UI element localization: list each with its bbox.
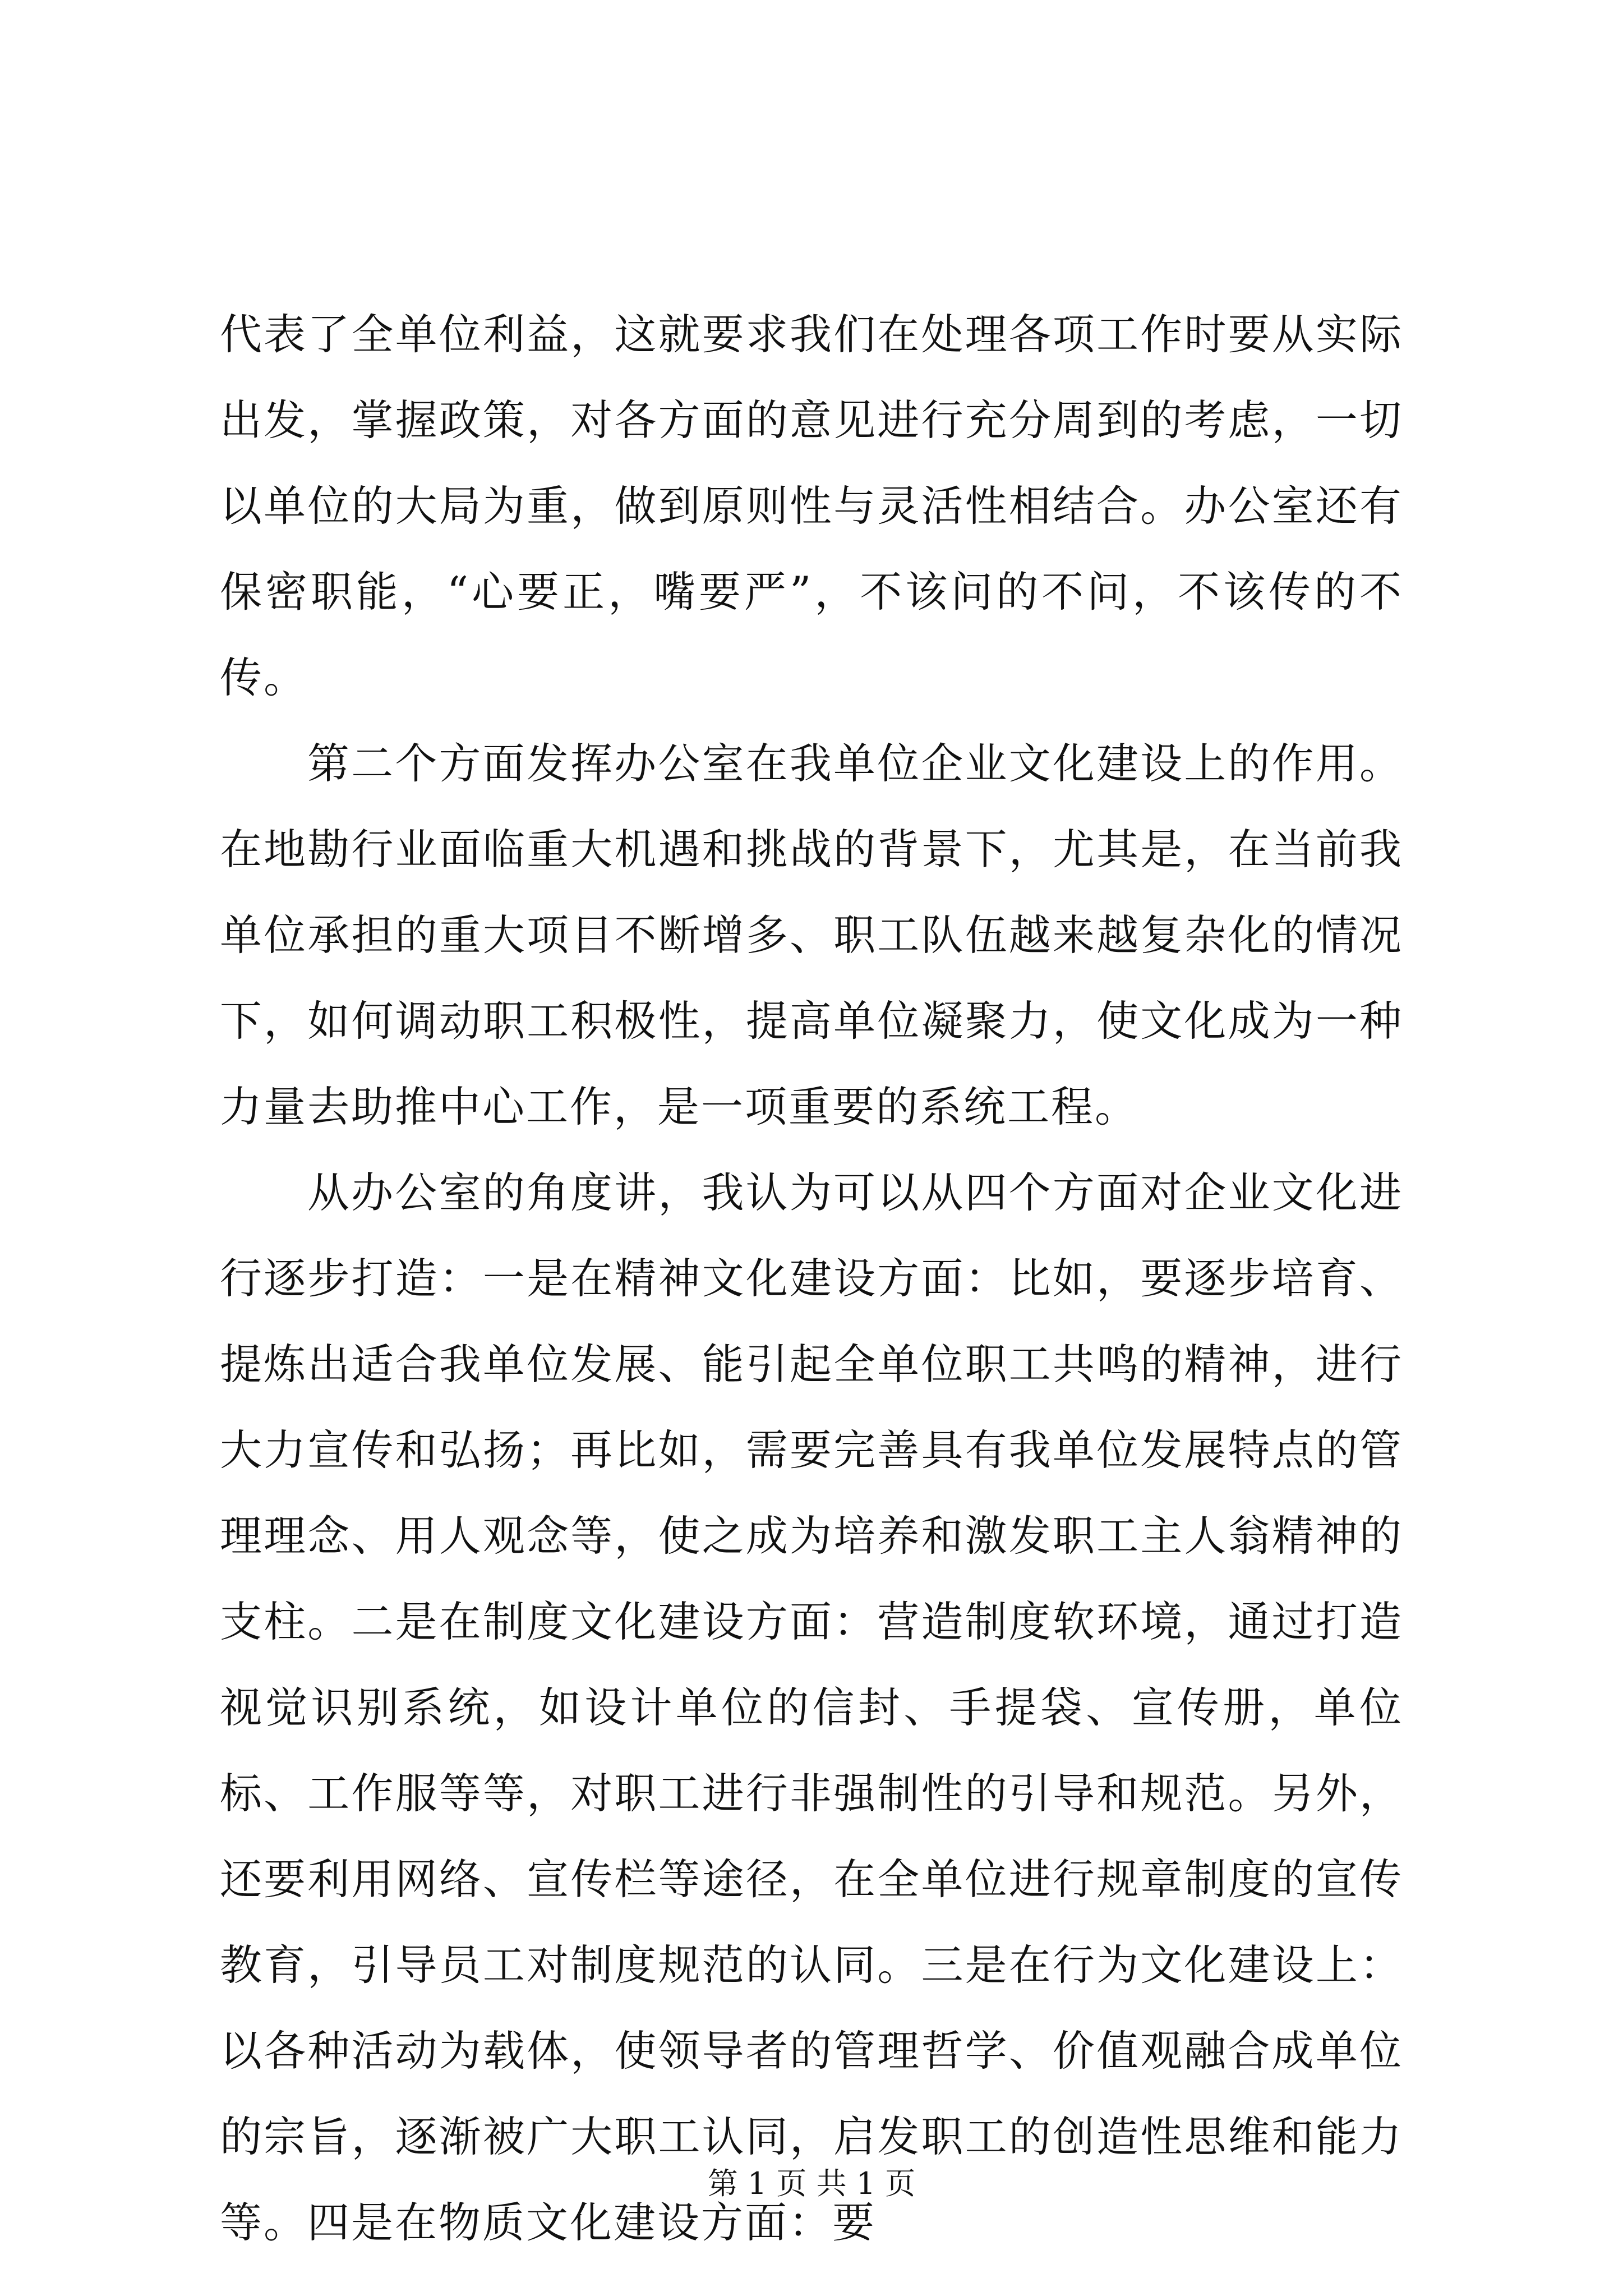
paragraph-1: 代表了全单位利益，这就要求我们在处理各项工作时要从实际出发，掌握政策，对各方面的意见进行充分周到的考虑，一切以单位的大局为重，做到原则性与灵活性相结合。办公室还有保密职能，“心要正，嘴要严”，不该问的不问，不该传的不传。 [220, 310, 1403, 702]
paragraph-2: 第二个方面发挥办公室在我单位企业文化建设上的作用。在地勘行业面临重大机遇和挑战的背景下，尤其是，在当前我单位承担的重大项目不断增多、职工队伍越来越复杂化的情况下，如何调动职工积极性，提高单位凝聚力，使文化成为一种力量去助推中心工作，是一项重要的系统工程。 [220, 739, 1403, 1131]
paragraph-3: 从办公室的角度讲，我认为可以从四个方面对企业文化进行逐步打造：一是在精神文化建设方面：比如，要逐步培育、提炼出适合我单位发展、能引起全单位职工共鸣的精神，进行大力宣传和弘扬；再比如，需要完善具有我单位发展特点的管理理念、用人观念等，使之成为培养和激发职工主人翁精神的支柱。二是在制度文化建设方面：营造制度软环境，通过打造视觉识别系统，如设计单位的信封、手提袋、宣传册，单位标、工作服等等，对职工进行非强制性的引导和规范。另外，还要利用网络、宣传栏等途径，在全单位进行规章制度的宣传教育，引导员工对制度规范的认同。三是在行为文化建设上：以各种活动为载体，使领导者的管理哲学、价值观融合成单位的宗旨，逐渐被广大职工认同，启发职工的创造性思维和能力等。四是在物质文化建设方面：要 [220, 1168, 1403, 2247]
document-body [220, 292, 1403, 2266]
page-number-footer: 第 1 页 共 1 页 [707, 2166, 916, 2201]
